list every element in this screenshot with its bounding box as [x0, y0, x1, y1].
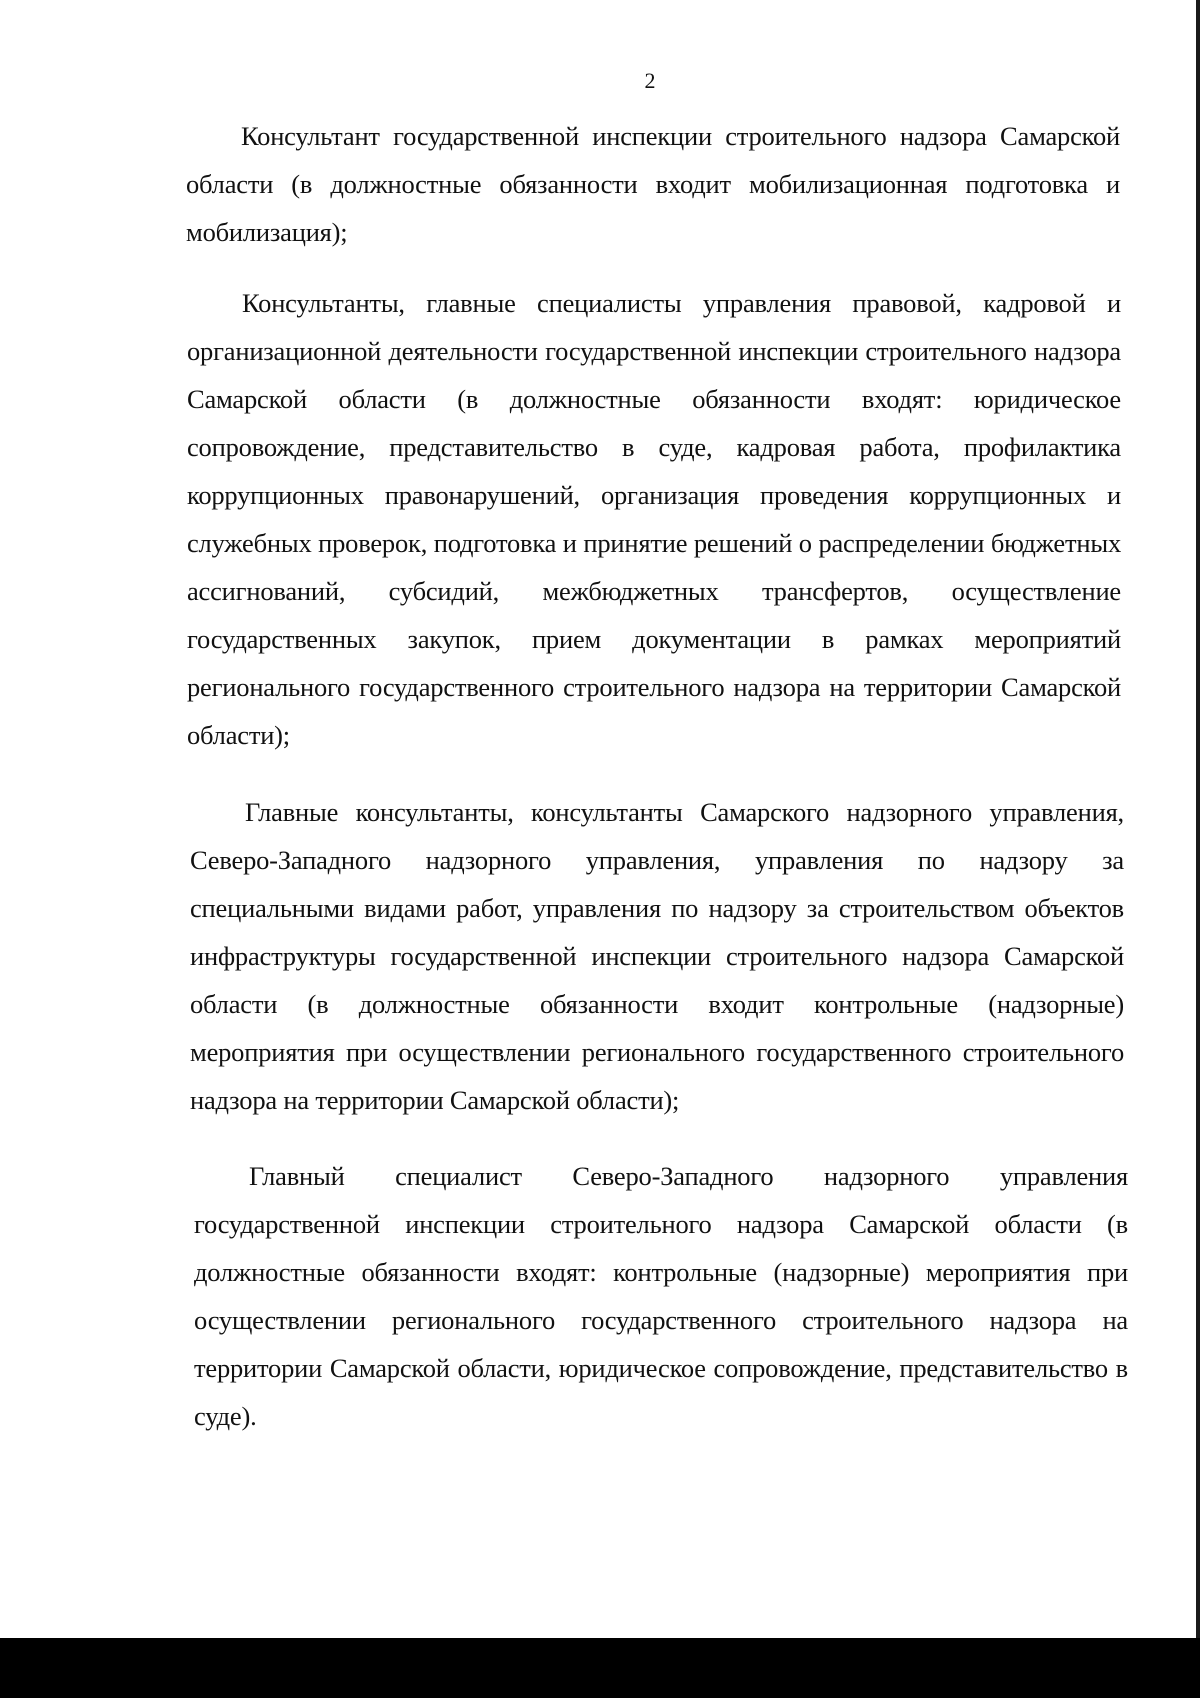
paragraph-supervisory-departments: Главные консультанты, консультанты Самарского надзорного управления, Северо-Западного надзорного управления, управления по надзору за специальными видами работ, управления по надзору за строительством объектов инфраструктуры государственной инспекции строительного надзора Самарской области (в должностные обязанности входит контрольные (надзорные) мероприятия при осуществлении регионального государственного строительного надзора на территории Самарской области); — [190, 797, 1124, 1115]
page-number: 2 — [644, 68, 656, 93]
paragraph-consultant-mobilization: Консультант государственной инспекции строительного надзора Самарской области (в должностные обязанности входит мобилизационная подготовка и мобилизация); — [186, 121, 1120, 247]
paragraph-chief-specialist-northwest: Главный специалист Северо-Западного надзорного управления государственной инспекции строительного надзора Самарской области (в должностные обязанности входят: контрольные (надзорные) мероприятия при осуществлении регионального государственного строительного надзора на территории Самарской области, юридическое сопровождение, представительство в суде). — [194, 1161, 1128, 1431]
scan-right-edge — [1196, 0, 1200, 1638]
scan-bottom-bar — [0, 1638, 1200, 1698]
paragraph-legal-personnel-department: Консультанты, главные специалисты управления правовой, кадровой и организационной деятельности государственной инспекции строительного надзора Самарской области (в должностные обязанности входят: юридическое сопровождение, представительство в суде, кадровая работа, профилактика коррупционных правонарушений, организация проведения коррупционных и служебных проверок, подготовка и принятие решений о распределении бюджетных ассигнований, субсидий, межбюджетных трансфертов, осуществление государственных закупок, прием документации в рамках мероприятий регионального государственного строительного надзора на территории Самарской области); — [187, 288, 1121, 750]
